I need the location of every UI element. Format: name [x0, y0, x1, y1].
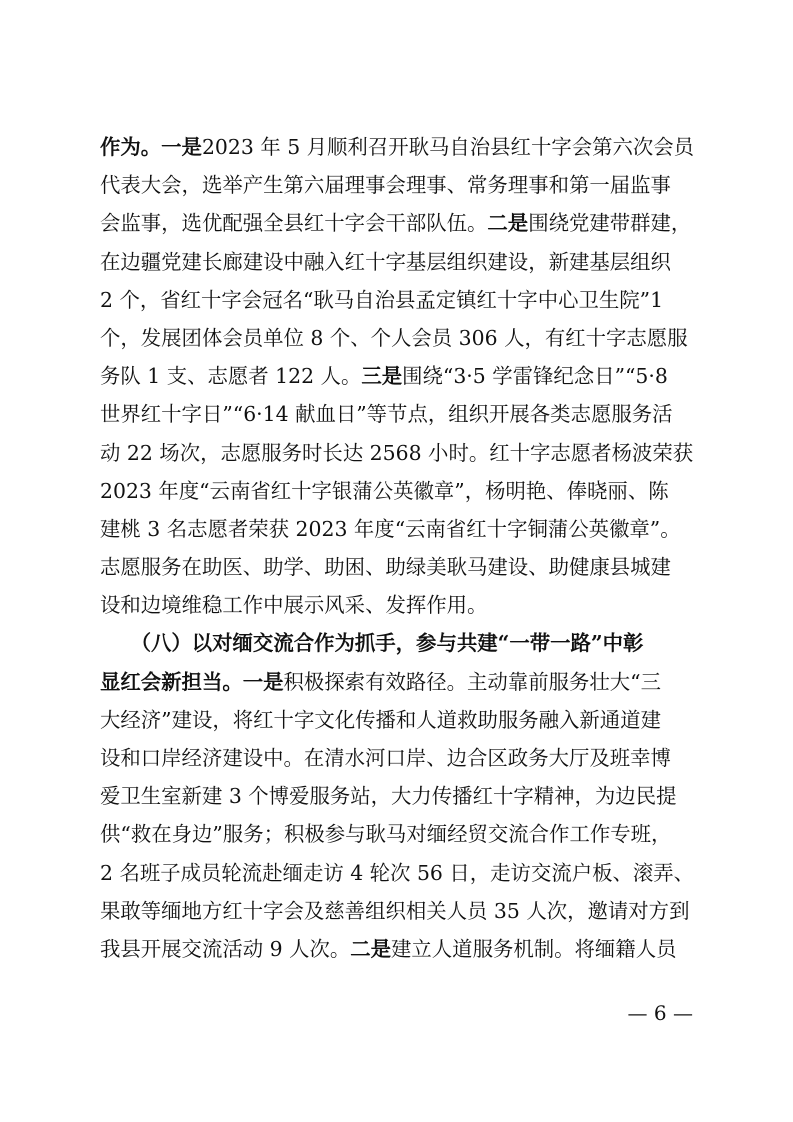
text-run: 建立人道服务机制。将缅籍人员 [391, 936, 677, 961]
text-line [100, 854, 700, 892]
bold-text-run: （八）以对缅交流合作为抓手，参与共建“一带一路”中彰 [100, 631, 644, 656]
text-line [100, 548, 700, 586]
text-line [100, 663, 700, 701]
text-run: 我县开展交流活动 9 人次。 [100, 936, 351, 961]
text-run: 代表大会，选举产生第六届理事会理事、常务理事和第一届监事 [100, 173, 671, 198]
text-run: 大经济”建设，将红十字文化传播和人道救助服务融入新通道建 [100, 707, 661, 732]
text-run: 务队 1 支、志愿者 122 人。 [100, 364, 362, 389]
text-run: 2 个，省红十字会冠名“耿马自治县孟定镇红十字中心卫生院”1 [100, 287, 664, 312]
bold-text-run: 二是 [487, 211, 529, 236]
text-run: 2023 年 5 月顺利召开耿马自治县红十字会第六次会员 [201, 135, 695, 159]
text-run: 供“救在身边”服务；积极参与耿马对缅经贸交流合作工作专班， [100, 822, 672, 847]
bold-text-run: 作为。一是 [100, 135, 202, 159]
text-line [100, 930, 700, 968]
text-run: 爱卫生室新建 3 个博爱服务站，大力传播红十字精神，为边民提 [100, 784, 677, 809]
text-line [100, 434, 700, 472]
page-number: — 6 — [627, 1001, 693, 1025]
text-line [100, 701, 700, 739]
text-run: 建桃 3 名志愿者荣获 2023 年度“云南省红十字铜蒲公英徽章”。 [100, 516, 681, 541]
text-run: 个，发展团体会员单位 8 个、个人会员 306 人，有红十字志愿服 [100, 325, 688, 350]
text-line [100, 892, 700, 930]
text-line [100, 624, 700, 662]
body-text [100, 128, 700, 968]
text-line [100, 204, 700, 242]
text-line [100, 777, 700, 815]
text-line [100, 586, 700, 624]
text-line [100, 815, 700, 853]
text-run: 果敢等缅地方红十字会及慈善组织相关人员 35 人次，邀请对方到 [100, 898, 690, 923]
bold-text-run: 三是 [361, 364, 403, 389]
text-run: 设和边境维稳工作中展示风采、发挥作用。 [100, 593, 488, 618]
text-line [100, 510, 700, 548]
text-line [100, 472, 700, 510]
text-line [100, 128, 700, 166]
text-run: 志愿服务在助医、助学、助困、助绿美耿马建设、助健康县城建 [100, 555, 671, 580]
text-run: 积极探索有效路径。主动靠前服务壮大“三 [283, 669, 661, 694]
text-line [100, 739, 700, 777]
bold-text-run: 二是 [350, 936, 392, 961]
text-run: 2 名班子成员轮流赴缅走访 4 轮次 56 日，走访交流户板、滚弄、 [100, 860, 695, 885]
text-line [100, 166, 700, 204]
text-run: 世界红十字日”“6·14 献血日”等节点，组织开展各类志愿服务活 [100, 402, 673, 427]
text-line [100, 319, 700, 357]
text-line [100, 243, 700, 281]
text-run: 围绕“3·5 学雷锋纪念日”“5·8 [402, 364, 668, 389]
text-line [100, 281, 700, 319]
text-run: 动 22 场次，志愿服务时长达 2568 小时。红十字志愿者杨波荣获 [100, 440, 694, 465]
text-run: 2023 年度“云南省红十字银蒲公英徽章”，杨明艳、俸晓丽、陈 [100, 478, 669, 503]
bold-text-run: 显红会新担当。一是 [100, 669, 284, 694]
text-line [100, 395, 700, 433]
text-line [100, 357, 700, 395]
text-run: 设和口岸经济建设中。在清水河口岸、边合区政务大厅及班幸博 [100, 746, 671, 770]
text-run: 围绕党建带群建， [528, 211, 692, 236]
text-run: 在边疆党建长廊建设中融入红十字基层组织建设，新建基层组织 [100, 249, 671, 274]
text-run: 会监事，选优配强全县红十字会干部队伍。 [100, 211, 488, 236]
